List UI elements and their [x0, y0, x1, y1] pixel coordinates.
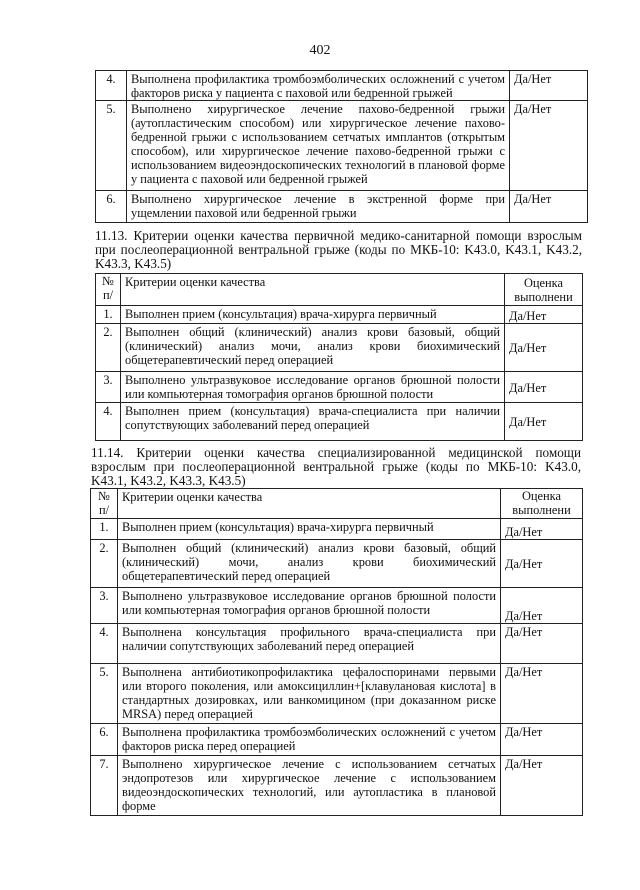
- table-row: [91, 624, 583, 664]
- row-number: 5.: [91, 664, 118, 724]
- rating-value: Да/Нет: [501, 519, 583, 540]
- table-row: [91, 724, 583, 756]
- header-criteria: Критерии оценки качества: [121, 274, 505, 306]
- table-header-row: [91, 489, 583, 519]
- table-row: [96, 101, 588, 191]
- page-number: 402: [309, 43, 331, 58]
- table-row: [91, 540, 583, 588]
- header-criteria: Критерии оценки качества: [118, 489, 501, 519]
- rating-value: Да/Нет: [510, 101, 588, 191]
- header-number: № п/: [96, 274, 121, 306]
- criterion-text: Выполнено хирургическое лечение с использованием сетчатых эндопротезов или хирургическое лечение с использованием видеоэндоскопических технологий, или аутопластика в плановой форме: [118, 756, 501, 816]
- criterion-text: Выполнено хирургическое лечение в экстренной форме при ущемлении паховой или бедренной грыжи: [127, 191, 510, 223]
- section-title-11-14: 11.14. Критерии оценки качества специализированной медицинской помощи взрослым при послеоперационной вентральной грыже (коды по МКБ-10: K43.0, K43.1, K43.2, K43.3, K43.5): [91, 445, 581, 488]
- rating-value: Да/Нет: [510, 191, 588, 223]
- header-rating: Оценка выполнени: [501, 489, 583, 519]
- row-number: 2.: [96, 324, 121, 372]
- section-title-11-13: 11.13. Критерии оценки качества первичной медико-санитарной помощи взрослым при послеоперационной вентральной грыже (коды по МКБ-10: K43.0, K43.1, K43.2, K43.3, K43.5): [95, 228, 582, 271]
- table-row: [91, 756, 583, 816]
- row-number: 6.: [96, 191, 127, 223]
- criterion-text: Выполнен общий (клинический) анализ крови базовый, общий (клинический) мочи, анализ крови биохимический общетерапевтический перед операцией: [118, 540, 501, 588]
- criterion-text: Выполнена антибиотикопрофилактика цефалоспоринами первыми или второго поколения, или амоксициллин+[клавулановая кислота] в стандартных дозировках, или ванкомицином (при доказанном риске MRSA) перед операцией: [118, 664, 501, 724]
- table-row: [96, 191, 588, 223]
- row-number: 1.: [96, 306, 121, 324]
- criterion-text: Выполнена профилактика тромбоэмболических осложнений с учетом факторов риска перед операцией: [118, 724, 501, 756]
- row-number: 3.: [91, 588, 118, 624]
- rating-value: Да/Нет: [505, 324, 583, 372]
- criterion-text: Выполнен прием (консультация) врача-хирурга первичный: [121, 306, 505, 324]
- criterion-text: Выполнен общий (клинический) анализ крови базовый, общий (клинический) анализ мочи, анализ крови биохимический общетерапевтический перед операцией: [121, 324, 505, 372]
- criteria-table-11-13: [95, 273, 583, 441]
- criterion-text: Выполнено ультразвуковое исследование органов брюшной полости или компьютерная томография органов брюшной полости: [121, 372, 505, 403]
- criteria-table-11-14: [90, 488, 583, 816]
- table-row: [96, 372, 583, 403]
- criteria-table-continued: [95, 70, 588, 223]
- rating-value: Да/Нет: [501, 724, 583, 756]
- row-number: 3.: [96, 372, 121, 403]
- table-row: [96, 71, 588, 101]
- criterion-text: Выполнено хирургическое лечение пахово-бедренной грыжи (аутопластическим способом) или хирургическое лечение пахово-бедренной грыжи с использованием сетчатых имплантов (открытым способом), или хирургическое лечение пахово-бедренной грыжи с использованием видеоэндоскопических технологий в плановой форме у пациента с паховой или бедренной грыжей: [127, 101, 510, 191]
- table-row: [91, 664, 583, 724]
- rating-value: Да/Нет: [505, 403, 583, 441]
- row-number: 4.: [96, 71, 127, 101]
- rating-value: Да/Нет: [501, 540, 583, 588]
- criterion-text: Выполнен прием (консультация) врача-специалиста при наличии сопутствующих заболеваний перед операцией: [121, 403, 505, 441]
- header-number: № п/: [91, 489, 118, 519]
- criterion-text: Выполнена консультация профильного врача-специалиста при наличии сопутствующих заболеваний перед операцией: [118, 624, 501, 664]
- row-number: 1.: [91, 519, 118, 540]
- rating-value: Да/Нет: [501, 624, 583, 664]
- table-row: [96, 306, 583, 324]
- table-row: [96, 403, 583, 441]
- rating-value: Да/Нет: [501, 588, 583, 624]
- table-row: [96, 324, 583, 372]
- header-rating: Оценка выполнени: [505, 274, 583, 306]
- rating-value: Да/Нет: [510, 71, 588, 101]
- row-number: 5.: [96, 101, 127, 191]
- criterion-text: Выполнена профилактика тромбоэмболических осложнений с учетом факторов риска у пациента с паховой или бедренной грыжей: [127, 71, 510, 101]
- row-number: 4.: [96, 403, 121, 441]
- row-number: 4.: [91, 624, 118, 664]
- row-number: 6.: [91, 724, 118, 756]
- rating-value: Да/Нет: [505, 306, 583, 324]
- rating-value: Да/Нет: [505, 372, 583, 403]
- rating-value: Да/Нет: [501, 664, 583, 724]
- table-row: [91, 519, 583, 540]
- criterion-text: Выполнено ультразвуковое исследование органов брюшной полости или компьютерная томография органов брюшной полости: [118, 588, 501, 624]
- row-number: 7.: [91, 756, 118, 816]
- row-number: 2.: [91, 540, 118, 588]
- rating-value: Да/Нет: [501, 756, 583, 816]
- criterion-text: Выполнен прием (консультация) врача-хирурга первичный: [118, 519, 501, 540]
- table-row: [91, 588, 583, 624]
- table-header-row: [96, 274, 583, 306]
